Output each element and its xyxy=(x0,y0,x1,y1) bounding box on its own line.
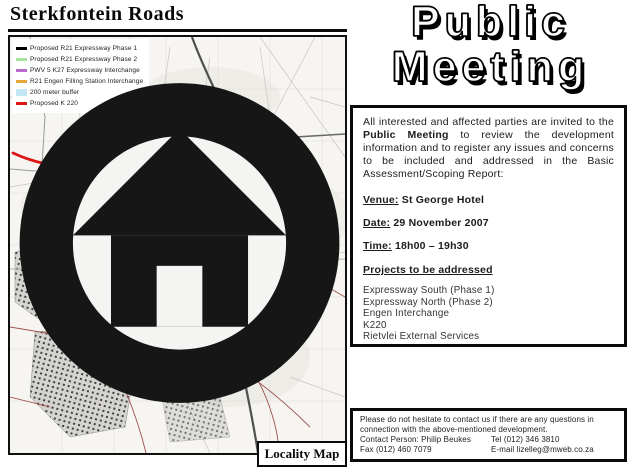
date-label: Date: xyxy=(363,217,391,229)
date-value: 29 November 2007 xyxy=(390,217,489,229)
legend-label: R21 Engen Filling Station Interchange xyxy=(30,78,144,85)
title-divider xyxy=(8,29,347,32)
locality-map-caption-box xyxy=(257,441,347,467)
heading-line-meeting: Meeting xyxy=(391,43,590,91)
contact-row-2 xyxy=(360,445,617,455)
notice-intro-paragraph xyxy=(363,116,614,181)
project-item: K220 xyxy=(363,319,387,331)
venue-label: Venue: xyxy=(363,194,399,206)
locality-map-caption: Locality Map xyxy=(264,446,340,461)
contact-intro: Please do not hesitate to contact us if there are any questions in connection with the above-mentioned development. xyxy=(360,415,594,434)
time-label: Time: xyxy=(363,240,392,252)
legend-label: Proposed K 220 xyxy=(30,100,79,107)
intro-text: All interested and affected parties are invited to the xyxy=(363,116,614,128)
legend-label: Proposed R21 Expressway Phase 1 xyxy=(30,45,138,52)
contact-row-1 xyxy=(360,435,617,445)
project-item: Engen Interchange xyxy=(363,308,450,319)
contact-tel: Tel (012) 346 3810 xyxy=(491,435,560,444)
time-line xyxy=(363,240,614,252)
locality-map xyxy=(8,35,347,455)
project-item: Expressway South (Phase 1) xyxy=(363,285,495,296)
legend-label: 200 meter buffer xyxy=(30,89,80,96)
venue-value: St George Hotel xyxy=(398,194,485,206)
page-title: Sterkfontein Roads xyxy=(10,3,185,25)
legend-label: Proposed R21 Expressway Phase 2 xyxy=(30,56,138,63)
projects-list xyxy=(363,285,614,343)
intro-text: to review the development information and to register any issues and concerns to be included and addressed in the Basic Assessment/Scoping Report: xyxy=(363,129,615,180)
date-line xyxy=(363,217,614,229)
legend-label: PWV 5 K27 Expressway Interchange xyxy=(30,67,140,74)
meeting-notice-box xyxy=(350,105,627,347)
contact-fax: Fax (012) 460 7079 xyxy=(360,445,432,454)
venue-line xyxy=(363,194,614,206)
contact-box xyxy=(350,408,627,462)
intro-bold-text: Public Meeting xyxy=(363,129,449,141)
home-logo-icon xyxy=(12,35,347,451)
time-value: 18h00 – 19h30 xyxy=(391,240,469,252)
heading-line-public: Public xyxy=(410,0,571,46)
public-meeting-heading xyxy=(350,0,631,90)
project-item: Rietvlei External Services xyxy=(363,331,480,342)
contact-email: E-mail lizelleg@mweb.co.za xyxy=(491,445,594,454)
project-item: Expressway North (Phase 2) xyxy=(363,296,493,308)
projects-heading: Projects to be addressed xyxy=(363,264,493,276)
contact-person: Contact Person: Philip Beukes xyxy=(360,435,471,444)
